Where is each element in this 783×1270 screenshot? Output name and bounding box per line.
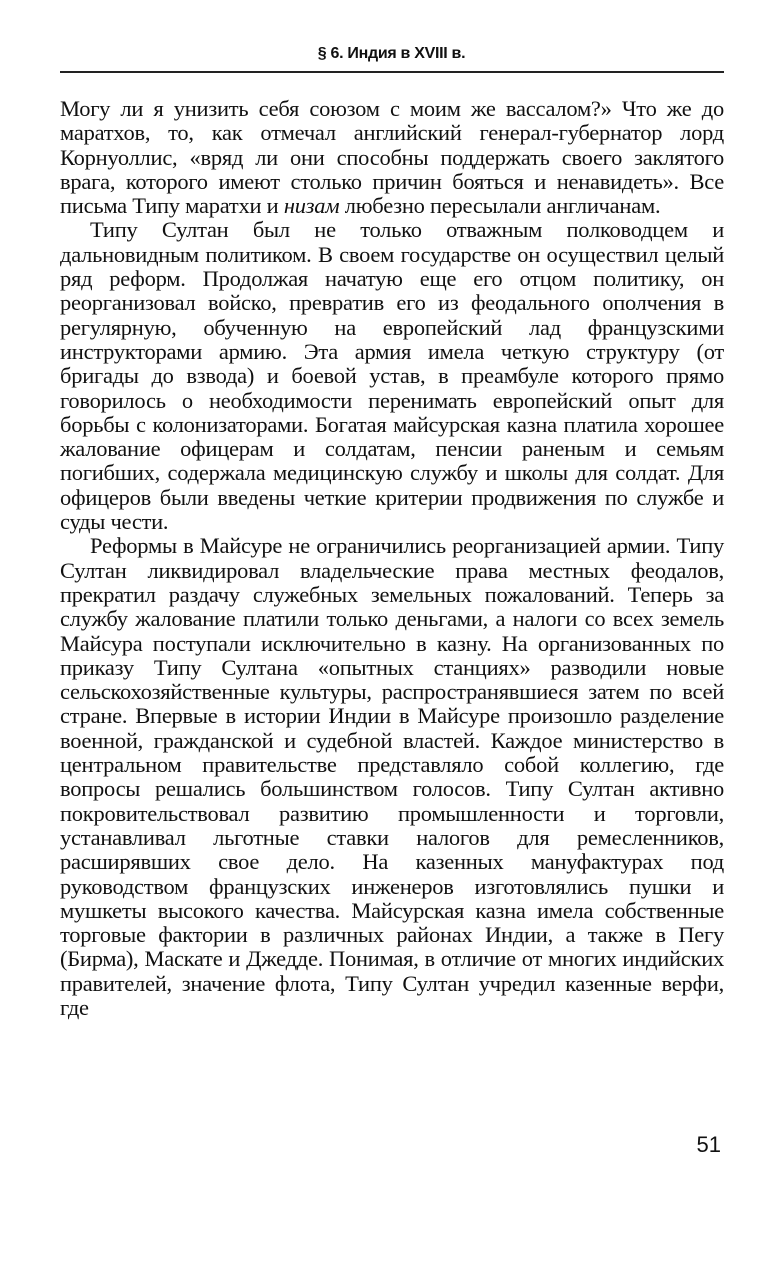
page-body <box>60 97 724 1020</box>
paragraph-1 <box>60 97 724 218</box>
page-number: 51 <box>696 1132 721 1157</box>
header-rule <box>60 71 724 73</box>
paragraph-1-text-b: любезно пересылали англичанам. <box>339 193 661 219</box>
running-title: § 6. Индия в XVIII в. <box>317 45 466 62</box>
paragraph-3: Реформы в Майсуре не ограничились реорганизацией армии. Типу Султан ликвидировал владельческие права местных феодалов, прекратил раздачу служебных земельных пожалований. Теперь за службу жалование платили только деньгами, а налоги со всех земель Майсура поступали исключительно в казну. На организованных по приказу Типу Султана «опытных станциях» разводили новые сельскохозяйственные культуры, распространявшиеся затем по всей стране. Впервые в истории Индии в Майсуре произошло разделение военной, гражданской и судебной властей. Каждое министерство в центральном правительстве представляло собой коллегию, где вопросы решались большинством голосов. Типу Султан активно покровительствовал развитию промышленности и торговли, устанавливал льготные ставки налогов для ремесленников, расширявших свое дело. На казенных мануфактурах под руководством французских инженеров изготовлялись пушки и мушкеты высокого качества. Майсурская казна имела собственные торговые фактории в различных районах Индии, а также в Пегу (Бирма), Маскате и Джедде. Понимая, в отличие от многих индийских правителей, значение флота, Типу Султан учредил казенные верфи, где <box>60 533 724 1020</box>
paragraph-1-italic-term: низам <box>283 193 340 219</box>
paragraph-2: Типу Султан был не только отважным полководцем и дальновидным политиком. В своем государстве он осуществил целый ряд реформ. Продолжая начатую еще его отцом политику, он реорганизовал войско, превратив его из феодального ополчения в регулярную, обученную на европейский лад французскими инструкторами армию. Эта армия имела четкую структуру (от бригады до взвода) и боевой устав, в преамбуле которого прямо говорилось о необходимости перенимать европейский опыт для борьбы с колонизаторами. Богатая майсурская казна платила хорошее жалование офицерам и солдатам, пенсии раненым и семьям погибших, содержала медицинскую службу и школы для солдат. Для офицеров были введены четкие критерии продвижения по службе и суды чести. <box>60 217 724 535</box>
paragraph-1-text-a: Могу ли я унизить себя союзом с моим же вассалом?» Что же до маратхов, то, как отмечал английский генерал-губернатор лорд Корнуоллис, «вряд ли они способны поддержать своего заклятого врага, которого имеют столько причин бояться и ненавидеть». Все письма Типу маратхи и <box>60 96 724 219</box>
